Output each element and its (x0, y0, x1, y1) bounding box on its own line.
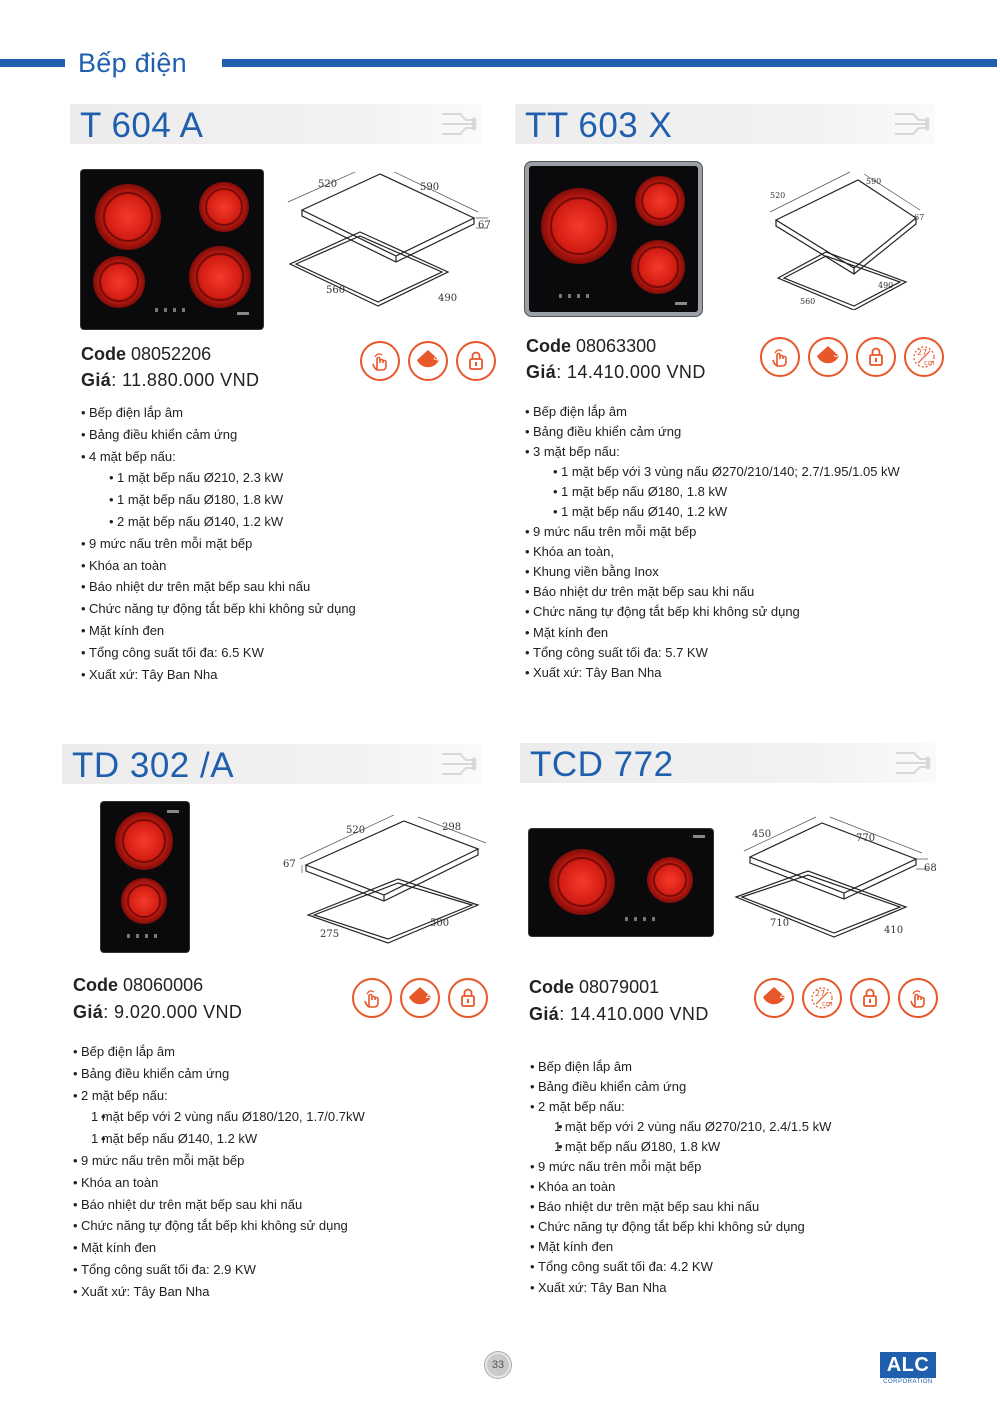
header-bar-left (0, 59, 65, 67)
touch-icon (898, 978, 938, 1018)
cooking-zone (121, 878, 167, 924)
spec-item: • Khóa an toàn (73, 1172, 365, 1194)
dim-cutout-depth: 490 (878, 281, 894, 290)
spec-list (73, 1041, 365, 1303)
price-label: Giá (73, 1002, 104, 1022)
control-panel (155, 308, 191, 312)
code-label: Code (81, 344, 126, 364)
size-icon (802, 978, 842, 1018)
product-title-band (515, 104, 935, 144)
spec-item: • Xuất xứ: Tây Ban Nha (81, 664, 356, 686)
feature-icons (754, 978, 938, 1018)
page-header (0, 50, 1000, 80)
code-value: 08060006 (123, 975, 204, 995)
size-value: 27 (917, 348, 928, 357)
dimension-diagram (740, 170, 930, 310)
dim-height: 67 (914, 213, 925, 222)
cooking-zone (93, 256, 145, 308)
spec-item: • Khung viền bằng Inox (525, 562, 900, 582)
dim-height: 67 (283, 859, 296, 870)
section-title: Bếp điện (78, 48, 187, 78)
spec-item: • Báo nhiệt dư trên mặt bếp sau khi nấu (73, 1194, 365, 1216)
spec-sub-item: • 2 mặt bếp nấu Ø140, 1.2 kW (81, 511, 356, 533)
spec-item: • Chức năng tự động tắt bếp khi không sử dụng (81, 598, 356, 620)
price-label: Giá (529, 1004, 560, 1024)
dimension-diagram (278, 815, 498, 950)
spec-item: • Báo nhiệt dư trên mặt bếp sau khi nấu (530, 1197, 831, 1217)
zones-count: 2 (425, 990, 431, 1001)
page-number: 33 (485, 1352, 511, 1378)
spec-sub-item: • 1 mặt bếp nấu Ø140, 1.2 kW (73, 1128, 365, 1150)
zones-icon (400, 978, 440, 1018)
cooking-zone-double (549, 849, 615, 915)
cooking-zone (635, 176, 685, 226)
header-bar-right (222, 59, 997, 67)
spec-item: • 2 mặt bếp nấu: (530, 1097, 831, 1117)
price-label: Giá (526, 362, 557, 382)
touch-icon (760, 337, 800, 377)
control-panel (625, 917, 657, 921)
product-model: TD 302 /A (72, 746, 235, 785)
zones-count: 2 (779, 990, 785, 1001)
product-model: TCD 772 (530, 745, 674, 784)
spec-sub-item: • 1 mặt bếp với 3 vùng nấu Ø270/210/140; 2.7/1.95/1.05 kW (525, 462, 900, 482)
spec-item: • Chức năng tự động tắt bếp khi không sử dụng (530, 1217, 831, 1237)
product-price: Giá: 14.410.000 VND (526, 362, 706, 382)
dim-width: 520 (770, 191, 786, 200)
dim-depth: 590 (420, 182, 440, 193)
size-unit: cm (822, 1000, 833, 1008)
code-value: 08063300 (576, 336, 657, 356)
price-value: 14.410.000 VND (570, 1004, 709, 1024)
product-code (73, 975, 203, 996)
dim-height: 67 (478, 220, 491, 231)
dim-cutout-depth: 490 (438, 293, 458, 304)
code-value: 08079001 (579, 977, 660, 997)
spec-item: • Mặt kính đen (81, 620, 356, 642)
spec-item: • 3 mặt bếp nấu: (525, 442, 900, 462)
lock-icon (850, 978, 890, 1018)
alc-logo (880, 1352, 936, 1386)
touch-icon (352, 978, 392, 1018)
dim-cutout-depth: 410 (884, 925, 904, 936)
spec-item: • Tổng công suất tối đa: 4.2 KW (530, 1257, 831, 1277)
spec-item: • Bảng điều khiển cảm ứng (81, 424, 356, 446)
zones-icon (408, 341, 448, 381)
spec-item: • Bếp điện lắp âm (81, 402, 356, 424)
dim-cutout-width: 560 (326, 285, 346, 296)
spec-item: • 9 mức nấu trên mỗi mặt bếp (525, 522, 900, 542)
dim-width: 450 (752, 829, 772, 840)
cooking-zone (631, 240, 685, 294)
logo-mark: ALC (880, 1352, 936, 1378)
spec-sub-item: • 1 mặt bếp với 2 vùng nấu Ø180/120, 1.7/0.7kW (73, 1106, 365, 1128)
product-title-band (70, 104, 482, 144)
dim-cutout-depth: 500 (430, 918, 450, 929)
product-title-band (62, 744, 482, 784)
zones-count: 3 (833, 349, 839, 360)
code-label: Code (529, 977, 574, 997)
product-price: Giá: 11.880.000 VND (81, 370, 260, 390)
feature-icons (760, 337, 944, 377)
product-code (529, 977, 659, 998)
spec-item: • Tổng công suất tối đa: 2.9 KW (73, 1259, 365, 1281)
spec-list (525, 402, 900, 683)
control-panel (559, 294, 595, 298)
product-title-band (520, 743, 936, 783)
dim-depth: 770 (856, 833, 876, 844)
spec-item: • 9 mức nấu trên mỗi mặt bếp (81, 533, 356, 555)
spec-item: • Bếp điện lắp âm (525, 402, 900, 422)
spec-list (81, 402, 356, 685)
price-value: 9.020.000 VND (114, 1002, 243, 1022)
dim-cutout-width: 560 (800, 297, 816, 306)
cooking-zone (95, 184, 161, 250)
code-label: Code (526, 336, 571, 356)
zones-icon (754, 978, 794, 1018)
control-panel (127, 934, 161, 938)
price-value: 11.880.000 VND (122, 370, 260, 390)
circuit-decoration-icon (892, 743, 932, 783)
spec-item: • Xuất xứ: Tây Ban Nha (73, 1281, 365, 1303)
product-code (526, 336, 656, 357)
size-unit: cm (924, 359, 935, 367)
product-code (81, 344, 211, 365)
spec-item: • Tổng công suất tối đa: 5.7 KW (525, 643, 900, 663)
product-price: Giá: 14.410.000 VND (529, 1004, 709, 1024)
feature-icons (360, 341, 496, 381)
spec-item: • 9 mức nấu trên mỗi mặt bếp (530, 1157, 831, 1177)
spec-item: • Báo nhiệt dư trên mặt bếp sau khi nấu (81, 576, 356, 598)
price-value: 14.410.000 VND (567, 362, 706, 382)
dim-cutout-width: 710 (770, 918, 790, 929)
spec-item: • Báo nhiệt dư trên mặt bếp sau khi nấu (525, 582, 900, 602)
spec-item: • Chức năng tự động tắt bếp khi không sử dụng (525, 602, 900, 622)
size-value: 27 (815, 989, 826, 998)
spec-item: • Bếp điện lắp âm (73, 1041, 365, 1063)
zones-count: 4 (433, 353, 439, 364)
spec-item: • 9 mức nấu trên mỗi mặt bếp (73, 1150, 365, 1172)
size-icon (904, 337, 944, 377)
spec-item: • Mặt kính đen (530, 1237, 831, 1257)
zones-icon (808, 337, 848, 377)
dim-width: 520 (318, 179, 338, 190)
spec-sub-item: • 1 mặt bếp với 2 vùng nấu Ø270/210, 2.4/1.5 kW (530, 1117, 831, 1137)
spec-item: • Khóa an toàn (530, 1177, 831, 1197)
dimension-diagram (730, 815, 940, 940)
code-label: Code (73, 975, 118, 995)
code-value: 08052206 (131, 344, 212, 364)
spec-item: • Xuất xứ: Tây Ban Nha (530, 1278, 831, 1298)
product-image-cooktop (81, 170, 263, 329)
spec-sub-item: • 1 mặt bếp nấu Ø140, 1.2 kW (525, 502, 900, 522)
product-model: T 604 A (80, 106, 204, 145)
circuit-decoration-icon (438, 744, 478, 784)
logo-subtitle: CORPORATION (883, 1379, 933, 1385)
spec-item: • 2 mặt bếp nấu: (73, 1085, 365, 1107)
cooking-zone (647, 857, 693, 903)
spec-item: • Khóa an toàn (81, 555, 356, 577)
dim-depth: 590 (866, 177, 882, 186)
lock-icon (856, 337, 896, 377)
spec-item: • Mặt kính đen (525, 623, 900, 643)
spec-item: • 4 mặt bếp nấu: (81, 446, 356, 468)
product-image-cooktop (529, 829, 713, 936)
product-price: Giá: 9.020.000 VND (73, 1002, 243, 1022)
product-image-cooktop (529, 166, 698, 312)
spec-item: • Bếp điện lắp âm (530, 1057, 831, 1077)
touch-icon (360, 341, 400, 381)
spec-list (530, 1057, 831, 1298)
spec-item: • Mặt kính đen (73, 1237, 365, 1259)
brand-mark (237, 312, 249, 315)
brand-mark (675, 302, 687, 305)
dim-depth: 298 (442, 822, 462, 833)
cooking-zone (199, 182, 249, 232)
cooking-zone (189, 246, 251, 308)
spec-item: • Tổng công suất tối đa: 6.5 KW (81, 642, 356, 664)
price-label: Giá (81, 370, 112, 390)
circuit-decoration-icon (438, 104, 478, 144)
dimension-diagram (278, 172, 498, 312)
circuit-decoration-icon (891, 104, 931, 144)
spec-sub-item: • 1 mặt bếp nấu Ø180, 1.8 kW (81, 489, 356, 511)
brand-mark (167, 810, 179, 813)
cooking-zone-double (115, 812, 173, 870)
dim-cutout-width: 275 (320, 929, 340, 940)
spec-sub-item: • 1 mặt bếp nấu Ø210, 2.3 kW (81, 467, 356, 489)
cooking-zone-triple (541, 188, 617, 264)
product-model: TT 603 X (525, 106, 673, 145)
spec-item: • Khóa an toàn, (525, 542, 900, 562)
dim-width: 520 (346, 825, 366, 836)
product-image-cooktop (101, 802, 189, 952)
lock-icon (456, 341, 496, 381)
spec-item: • Bảng điều khiển cảm ứng (530, 1077, 831, 1097)
feature-icons (352, 978, 488, 1018)
spec-sub-item: • 1 mặt bếp nấu Ø180, 1.8 kW (530, 1137, 831, 1157)
spec-item: • Xuất xứ: Tây Ban Nha (525, 663, 900, 683)
lock-icon (448, 978, 488, 1018)
spec-item: • Bảng điều khiển cảm ứng (73, 1063, 365, 1085)
spec-item: • Chức năng tự động tắt bếp khi không sử dụng (73, 1215, 365, 1237)
spec-item: • Bảng điều khiển cảm ứng (525, 422, 900, 442)
dim-height: 68 (924, 863, 937, 874)
spec-sub-item: • 1 mặt bếp nấu Ø180, 1.8 kW (525, 482, 900, 502)
brand-mark (693, 835, 705, 838)
